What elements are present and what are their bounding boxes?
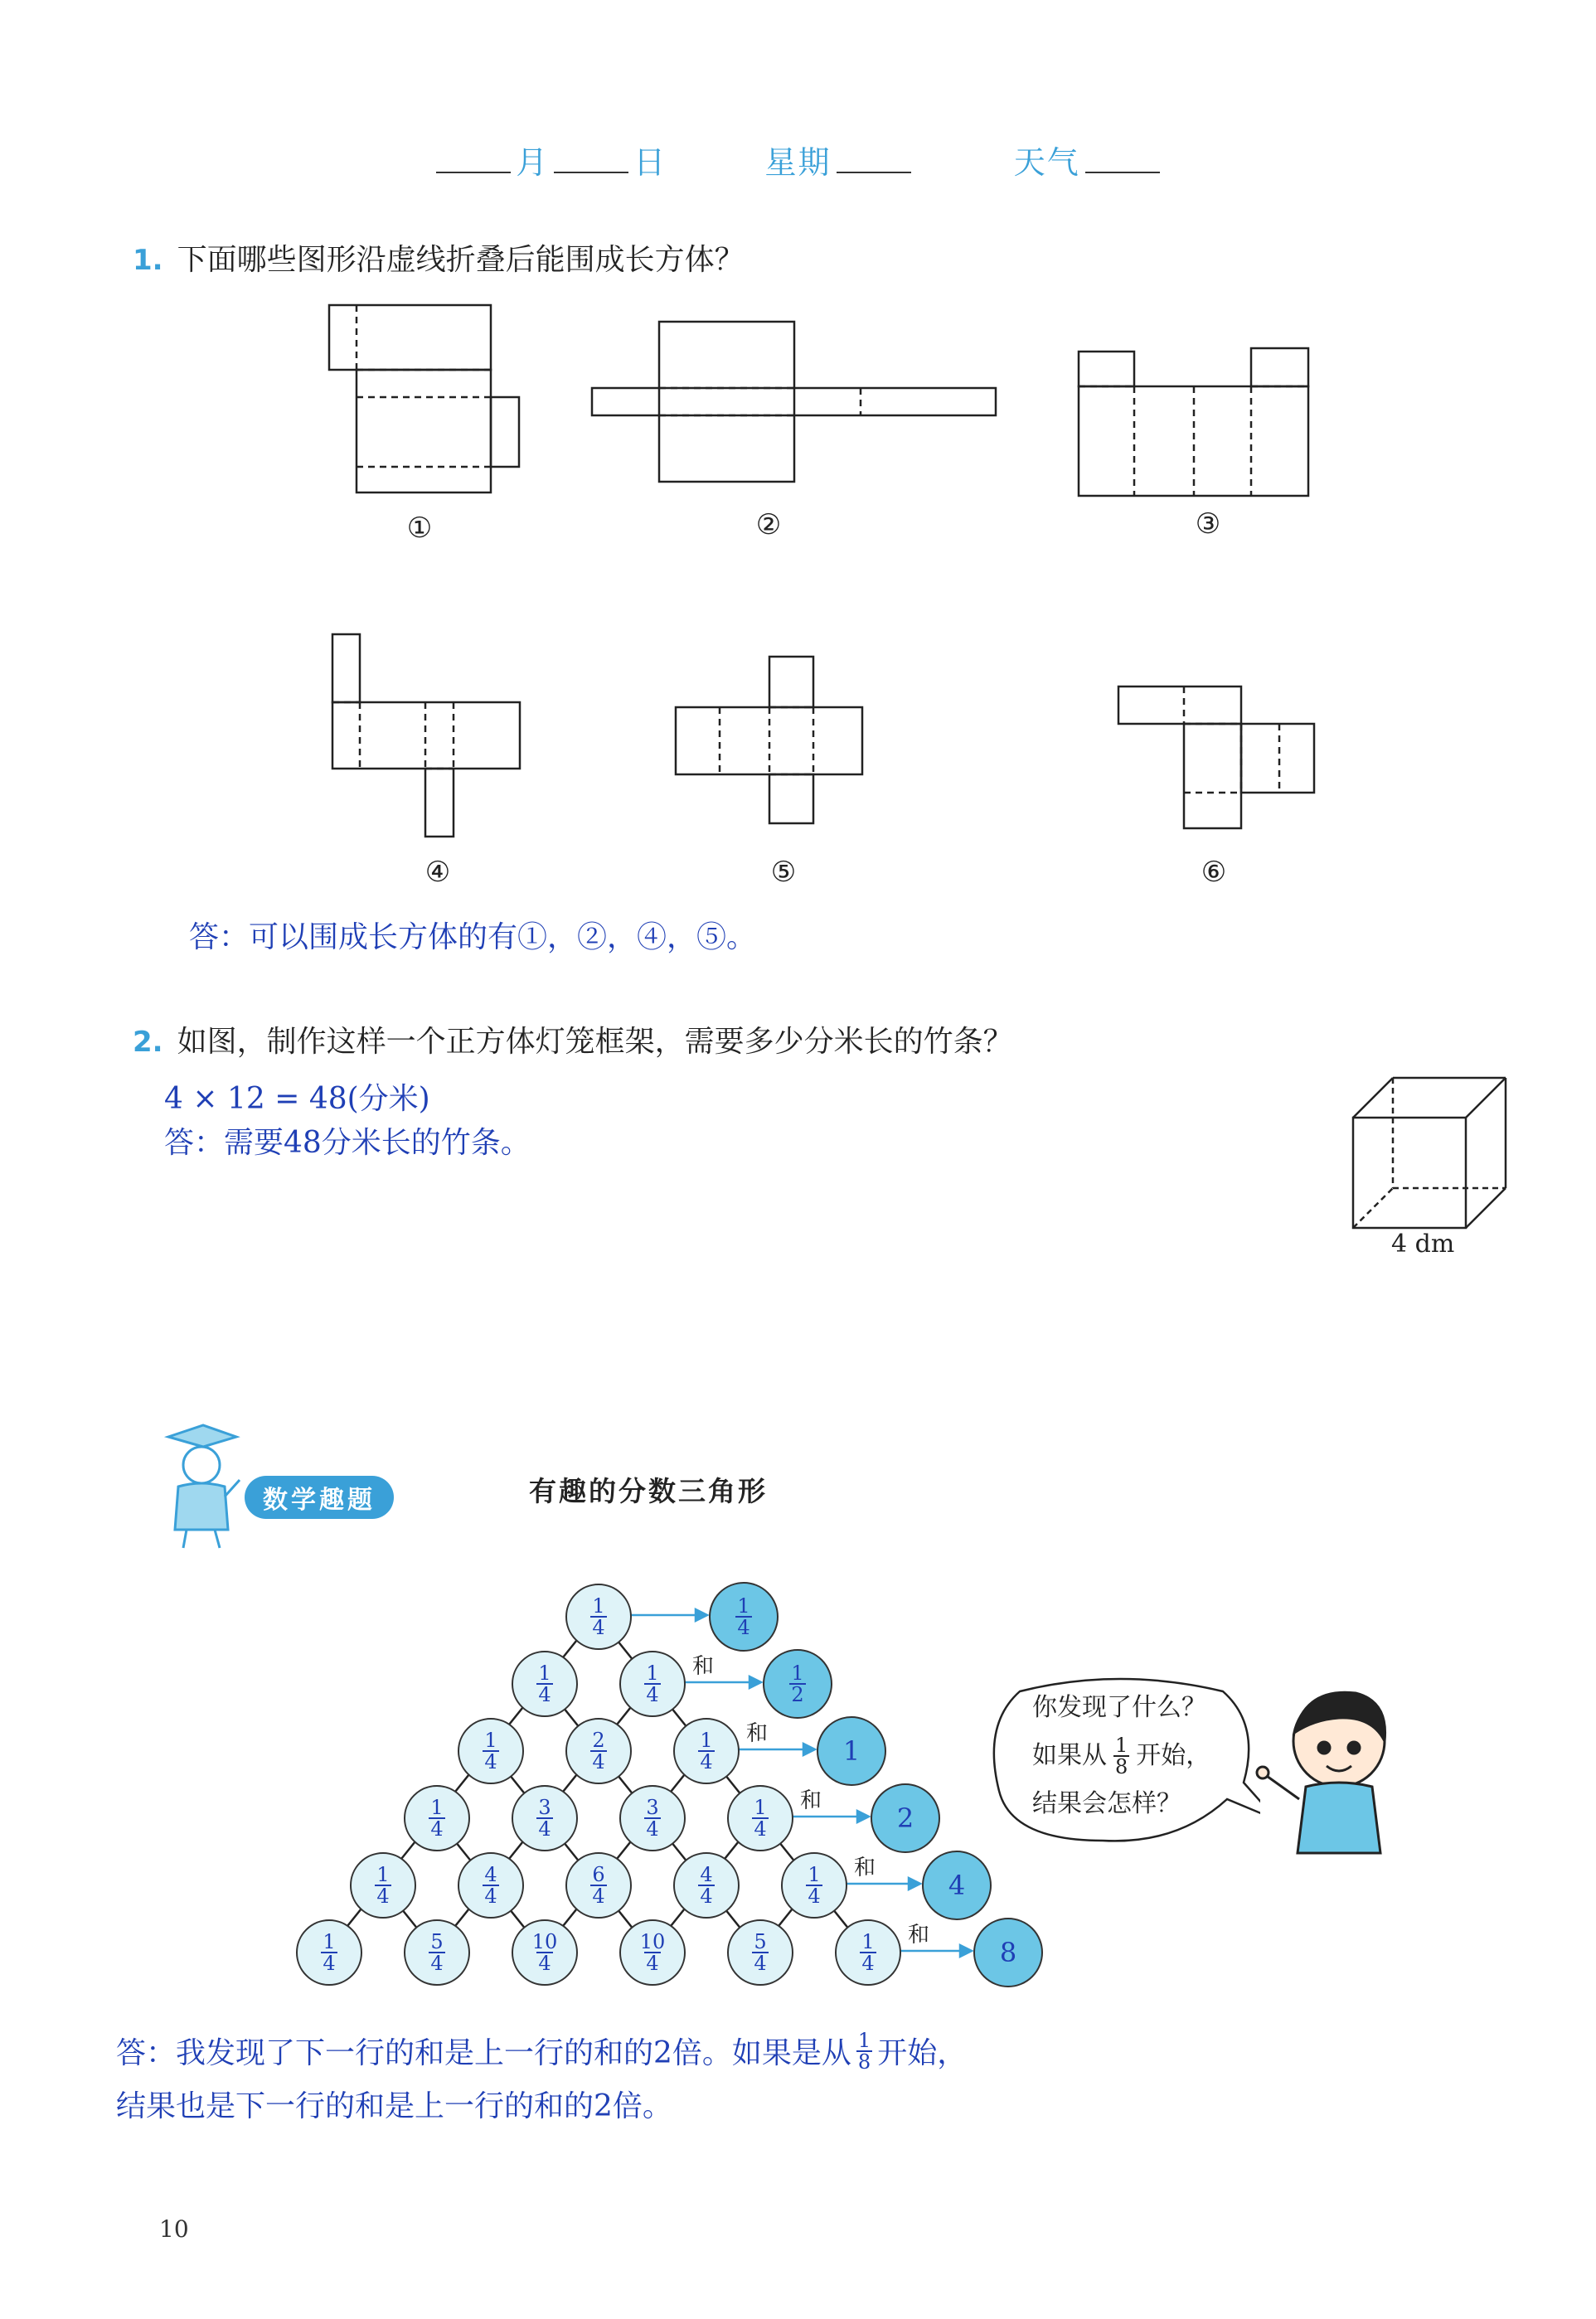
triangle-node [512,1785,578,1851]
fraction: $\frac{10}{4}$ [639,1930,666,1975]
triangle-node [458,1852,524,1919]
triangle-node [619,1919,686,1986]
arrow-head-icon [749,1676,761,1688]
question-number: 2. [133,1026,163,1059]
triangle-node [781,1852,847,1919]
triangle-node [512,1919,578,1986]
net-label-4: ④ [424,856,451,889]
triangle-node [350,1852,416,1919]
triangle-node [727,1785,793,1851]
q2-calculation: 4 × 12 = 48(分米) [164,1082,430,1116]
fraction: $\frac{1}{4}$ [861,1930,875,1975]
bubble-line-3: 结果会怎样？ [1032,1789,1181,1818]
net-label-1: ① [406,512,433,545]
fraction: $\frac{4}{4}$ [484,1863,497,1908]
fraction: $\frac{3}{4}$ [646,1796,659,1841]
triangle-node [565,1718,632,1784]
row-sum-result: 8 [973,1918,1043,1987]
triangle-node [673,1852,740,1919]
question-text: 如图，制作这样一个正方体灯笼框架，需要多少分米长的竹条？ [177,1025,1013,1059]
sum-label: 和 [800,1788,822,1813]
day-label: 日 [633,144,667,181]
bubble-fraction: $\frac{1}{8}$ [1115,1734,1128,1778]
row-sum-result [709,1582,779,1652]
weekday-label: 星期 [764,144,832,181]
triangle-node [673,1718,740,1784]
fun-answer-line-1: 答：我发现了下一行的和是上一行的和的2倍。如果是从 $\frac{1}{8}$ 开始， [116,2028,968,2074]
fraction: $\frac{6}{4}$ [592,1863,605,1908]
net-label-2: ② [755,508,782,541]
fun-answer-line-2: 结果也是下一行的和是上一行的和的2倍。 [116,2089,672,2123]
fraction: $\frac{1}{4}$ [538,1662,551,1706]
fraction: $\frac{2}{4}$ [592,1729,605,1773]
triangle-node [619,1785,686,1851]
sum-label: 和 [746,1721,769,1746]
triangle-node [404,1919,470,1986]
row-sum-result: 4 [922,1851,992,1920]
triangle-node [512,1651,578,1717]
page-number: 10 [159,2215,189,2243]
fraction: $\frac{1}{4}$ [808,1863,821,1908]
sum-label: 和 [854,1856,876,1880]
q1-answer: 答：可以围成长方体的有①，②，④，⑤。 [189,920,757,954]
triangle-node [565,1584,632,1650]
question-text: 下面哪些图形沿虚线折叠后能围成长方体？ [177,243,745,277]
net-label-5: ⑤ [770,856,797,889]
sum-label: 和 [692,1654,715,1679]
fraction: $\frac{1}{4}$ [737,1594,750,1639]
answer-fraction: $\frac{1}{8}$ [857,2028,871,2074]
fraction: $\frac{1}{4}$ [754,1796,767,1841]
arrow-head-icon [803,1744,815,1755]
bubble-line-2: 如果从 $\frac{1}{8}$ 开始， [1032,1734,1211,1778]
weather-label: 天气 [1013,144,1080,181]
fraction: $\frac{1}{4}$ [592,1594,605,1639]
fraction: $\frac{1}{4}$ [376,1863,390,1908]
row-sum-result [763,1649,832,1719]
fun-math-badge: 数学趣题 [245,1476,394,1519]
net-label-6: ⑥ [1201,856,1227,889]
fraction: $\frac{1}{4}$ [646,1662,659,1706]
triangle-node [404,1785,470,1851]
arrow-head-icon [857,1811,869,1822]
fraction: $\frac{1}{4}$ [430,1796,444,1841]
fraction: $\frac{1}{2}$ [791,1662,804,1706]
row-sum-result: 2 [871,1783,940,1853]
row-sum-result: 1 [817,1716,886,1786]
arrow-head-icon [696,1609,707,1621]
fraction: $\frac{1}{4}$ [484,1729,497,1773]
triangle-node [727,1919,793,1986]
fraction: $\frac{3}{4}$ [538,1796,551,1841]
triangle-node [565,1852,632,1919]
triangle-node [458,1718,524,1784]
net-label-3: ③ [1195,507,1221,541]
fraction: $\frac{4}{4}$ [700,1863,713,1908]
bubble-line-1: 你发现了什么？ [1032,1693,1206,1722]
fraction: $\frac{5}{4}$ [754,1930,767,1975]
question-number: 1. [133,244,163,277]
q2-answer: 答：需要48分米长的竹条。 [164,1126,531,1160]
fraction: $\frac{1}{4}$ [323,1930,336,1975]
sum-label: 和 [908,1923,930,1948]
triangle-node [619,1651,686,1717]
cube-edge-label: 4 dm [1391,1230,1455,1259]
triangle-node [835,1919,901,1986]
arrow-head-icon [960,1945,972,1957]
fraction: $\frac{1}{4}$ [700,1729,713,1773]
fraction: $\frac{10}{4}$ [531,1930,558,1975]
fun-title: 有趣的分数三角形 [529,1475,768,1507]
triangle-node [296,1919,362,1986]
boy-character-icon [1248,1683,1414,1865]
arrow-head-icon [909,1878,920,1890]
month-label: 月 [516,144,550,181]
fraction: $\frac{5}{4}$ [430,1930,444,1975]
